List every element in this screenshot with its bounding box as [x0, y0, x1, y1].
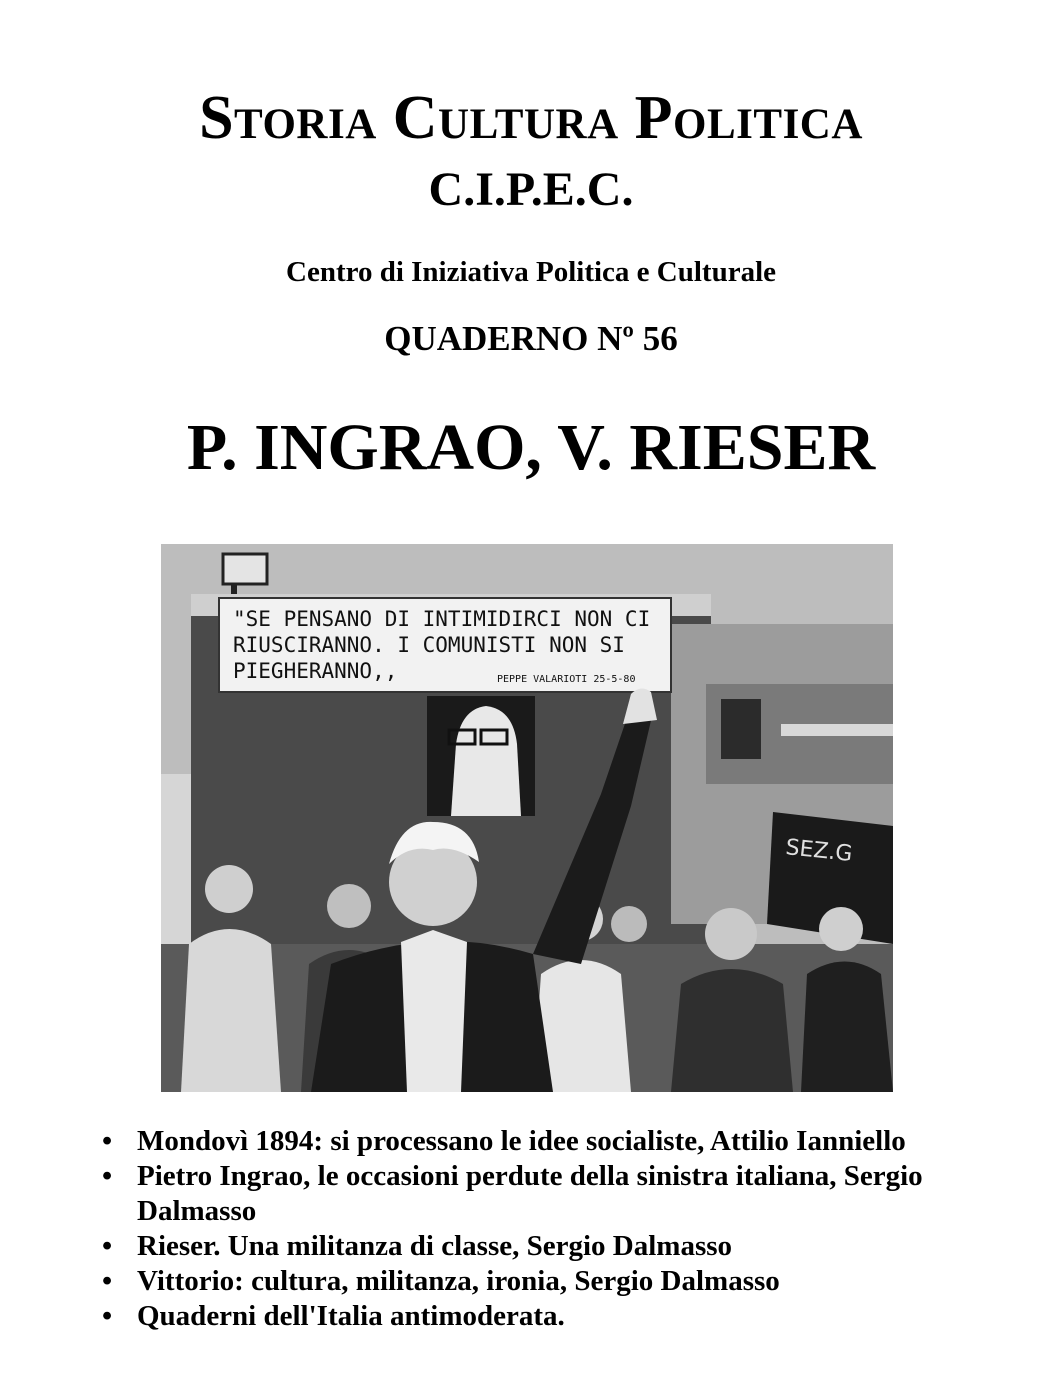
list-item — [100, 1299, 1000, 1334]
list-item-text: Mondovì 1894: si processano le idee socialiste, Attilio Ianniello — [137, 1125, 906, 1157]
issue-number: QUADERNO Nº 56 — [384, 319, 678, 358]
bullet-icon: • — [102, 1160, 113, 1192]
list-item — [100, 1229, 1000, 1264]
contents-list — [100, 1124, 1000, 1334]
flag-text: SEZ.G — [784, 835, 854, 867]
main-title: P. INGRAO, V. RIESER — [186, 411, 876, 484]
list-item-text: Vittorio: cultura, militanza, ironia, Sergio Dalmasso — [137, 1265, 780, 1297]
banner-line-2: RIUSCIRANNO. I COMUNISTI NON SI — [233, 633, 625, 657]
series-title: Storia Cultura Politica — [199, 84, 863, 152]
list-item-text: Rieser. Una militanza di classe, Sergio Dalmasso — [137, 1230, 733, 1262]
bullet-icon: • — [102, 1125, 113, 1157]
list-item-text: Pietro Ingrao, le occasioni perdute della sinistra italiana, Sergio Dalmasso — [137, 1160, 923, 1227]
cover-photo — [161, 544, 893, 1092]
bullet-icon: • — [102, 1300, 113, 1332]
list-item — [100, 1264, 1000, 1299]
bullet-icon: • — [102, 1265, 113, 1297]
banner-line-3: PIEGHERANNO,, — [233, 659, 398, 683]
list-item-text: Quaderni dell'Italia antimoderata. — [137, 1300, 565, 1332]
bullet-icon: • — [102, 1230, 113, 1262]
organization-abbreviation: C.I.P.E.C. — [428, 163, 634, 216]
banner-signature: PEPPE VALARIOTI 25-5-80 — [497, 674, 636, 685]
organization-name: Centro di Iniziativa Politica e Culturale — [286, 256, 776, 288]
cover-photo-illustration — [161, 544, 893, 1092]
list-item — [100, 1159, 1000, 1229]
banner-line-1: "SE PENSANO DI INTIMIDIRCI NON CI — [233, 607, 651, 631]
list-item — [100, 1124, 1000, 1159]
